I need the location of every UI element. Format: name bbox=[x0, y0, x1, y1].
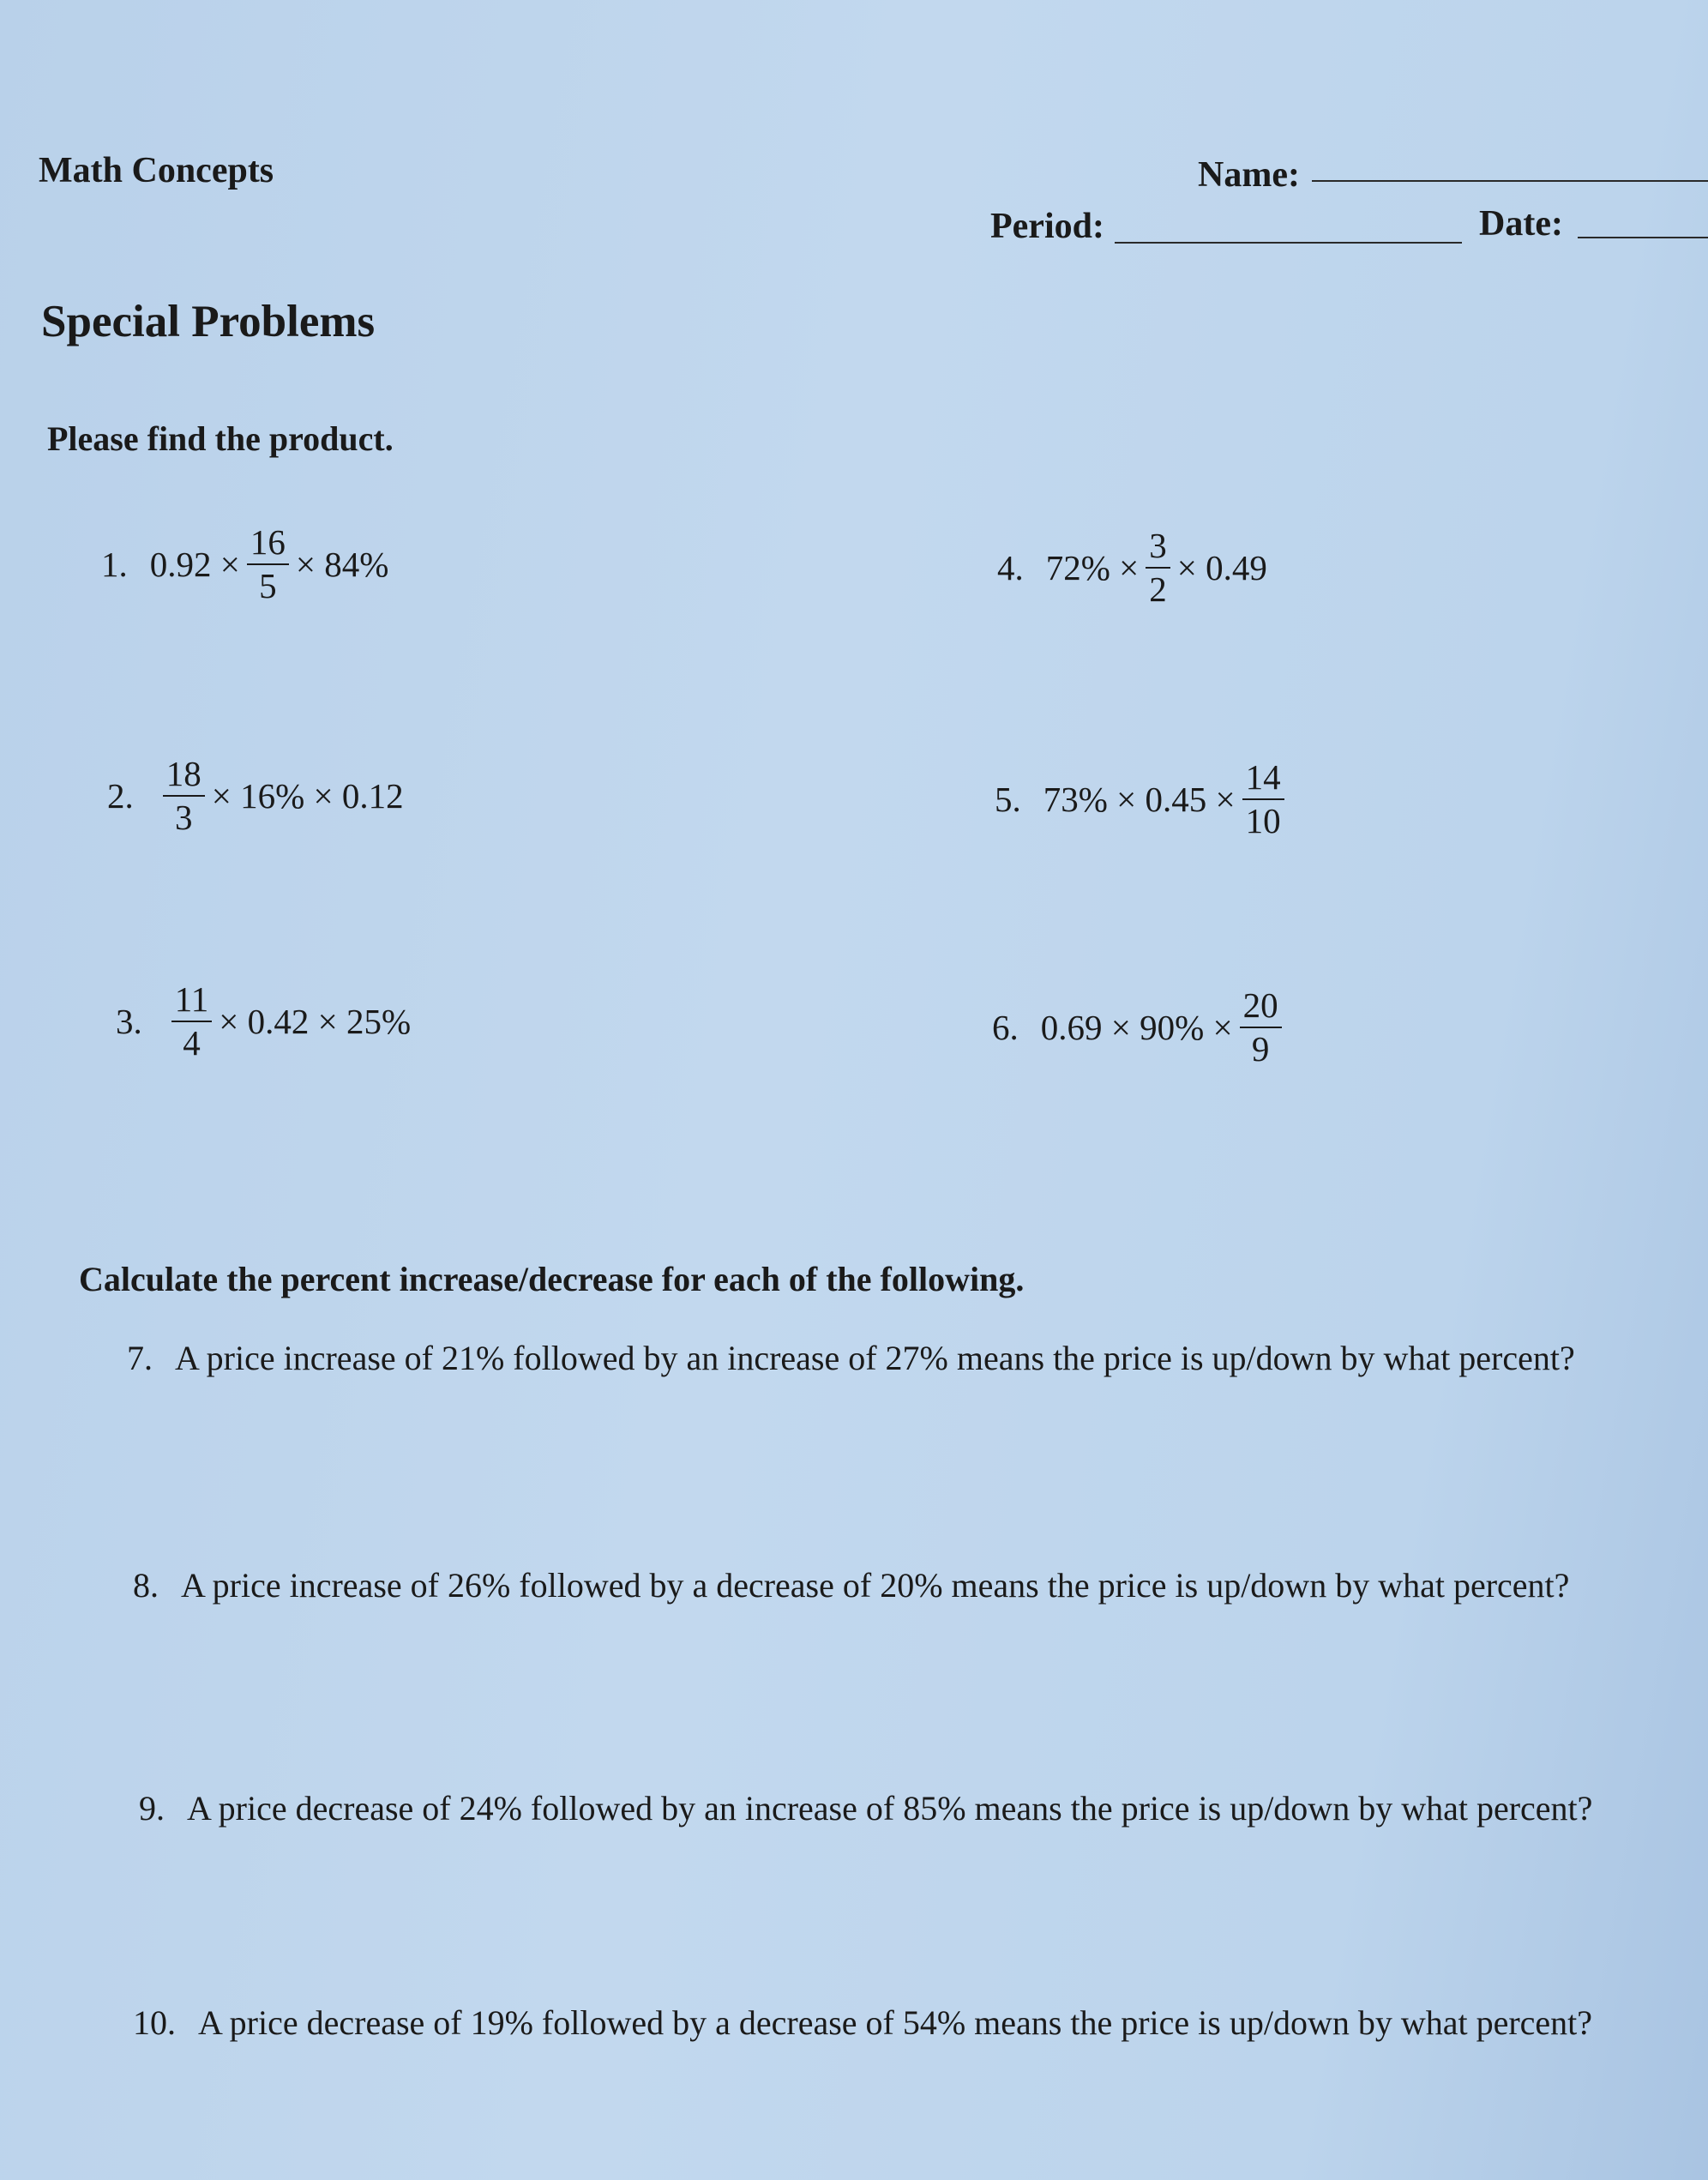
denominator: 9 bbox=[1251, 1029, 1270, 1069]
denominator: 2 bbox=[1149, 569, 1167, 609]
page-title: Special Problems bbox=[41, 297, 376, 346]
problem-2 bbox=[107, 756, 404, 835]
date-field[interactable] bbox=[1578, 237, 1708, 238]
problem-4 bbox=[997, 528, 1267, 607]
problem-number: 2. bbox=[107, 776, 134, 816]
numerator: 18 bbox=[163, 756, 205, 797]
problem-number: 4. bbox=[997, 548, 1024, 587]
problem-pre: 72% × bbox=[1045, 548, 1140, 587]
problem-5 bbox=[995, 757, 1291, 840]
problem-number: 8. bbox=[133, 1566, 159, 1605]
problem-10 bbox=[133, 2002, 1592, 2043]
problem-pre: 0.92 × bbox=[149, 545, 240, 584]
problem-post: × 0.49 bbox=[1176, 548, 1267, 587]
name-label: Name: bbox=[1198, 155, 1300, 195]
numerator: 16 bbox=[247, 525, 289, 565]
problem-6 bbox=[992, 985, 1289, 1069]
problem-pre: 73% × 0.45 × bbox=[1043, 780, 1236, 819]
problem-text: A price increase of 21% followed by an increase of 27% means the price is up/down by what percent? bbox=[175, 1339, 1575, 1377]
fraction bbox=[1242, 757, 1284, 840]
fraction bbox=[171, 979, 212, 1063]
date-label: Date: bbox=[1479, 204, 1563, 244]
problem-post: × 16% × 0.12 bbox=[211, 776, 404, 816]
problem-1 bbox=[101, 522, 389, 605]
problem-number: 9. bbox=[139, 1789, 165, 1828]
period-label: Period: bbox=[990, 207, 1104, 246]
problem-post: × 0.42 × 25% bbox=[219, 1002, 412, 1041]
fraction bbox=[1146, 528, 1170, 607]
problem-8 bbox=[133, 1565, 1569, 1605]
problem-7 bbox=[127, 1338, 1575, 1378]
problem-text: A price decrease of 19% followed by a decrease of 54% means the price is up/down by what percent? bbox=[198, 2003, 1593, 2042]
section1-instruction: Please find the product. bbox=[47, 419, 394, 458]
problem-pre: 0.69 × 90% × bbox=[1040, 1008, 1233, 1047]
problem-number: 6. bbox=[992, 1008, 1019, 1047]
denominator: 4 bbox=[183, 1023, 201, 1063]
denominator: 3 bbox=[175, 798, 193, 837]
problem-number: 10. bbox=[133, 2003, 176, 2042]
denominator: 10 bbox=[1245, 801, 1281, 840]
problem-number: 5. bbox=[995, 780, 1021, 819]
period-field[interactable] bbox=[1115, 242, 1462, 244]
problem-number: 7. bbox=[127, 1339, 153, 1377]
numerator: 14 bbox=[1242, 760, 1284, 800]
course-title: Math Concepts bbox=[39, 151, 274, 190]
denominator: 5 bbox=[259, 566, 277, 605]
section2-instruction: Calculate the percent increase/decrease for each of the following. bbox=[79, 1260, 1025, 1298]
problem-9 bbox=[139, 1788, 1592, 1828]
problem-number: 3. bbox=[116, 1002, 142, 1041]
name-field[interactable] bbox=[1312, 180, 1708, 182]
problem-post: × 84% bbox=[295, 545, 389, 584]
problem-number: 1. bbox=[101, 545, 128, 584]
fraction bbox=[163, 756, 205, 835]
numerator: 11 bbox=[171, 982, 212, 1022]
problem-3 bbox=[116, 979, 412, 1063]
numerator: 20 bbox=[1240, 988, 1282, 1028]
fraction bbox=[1240, 985, 1282, 1069]
numerator: 3 bbox=[1146, 528, 1170, 569]
problem-text: A price decrease of 24% followed by an increase of 85% means the price is up/down by what percent? bbox=[187, 1789, 1593, 1828]
problem-text: A price increase of 26% followed by a decrease of 20% means the price is up/down by what percent? bbox=[181, 1566, 1570, 1605]
fraction bbox=[247, 522, 289, 605]
